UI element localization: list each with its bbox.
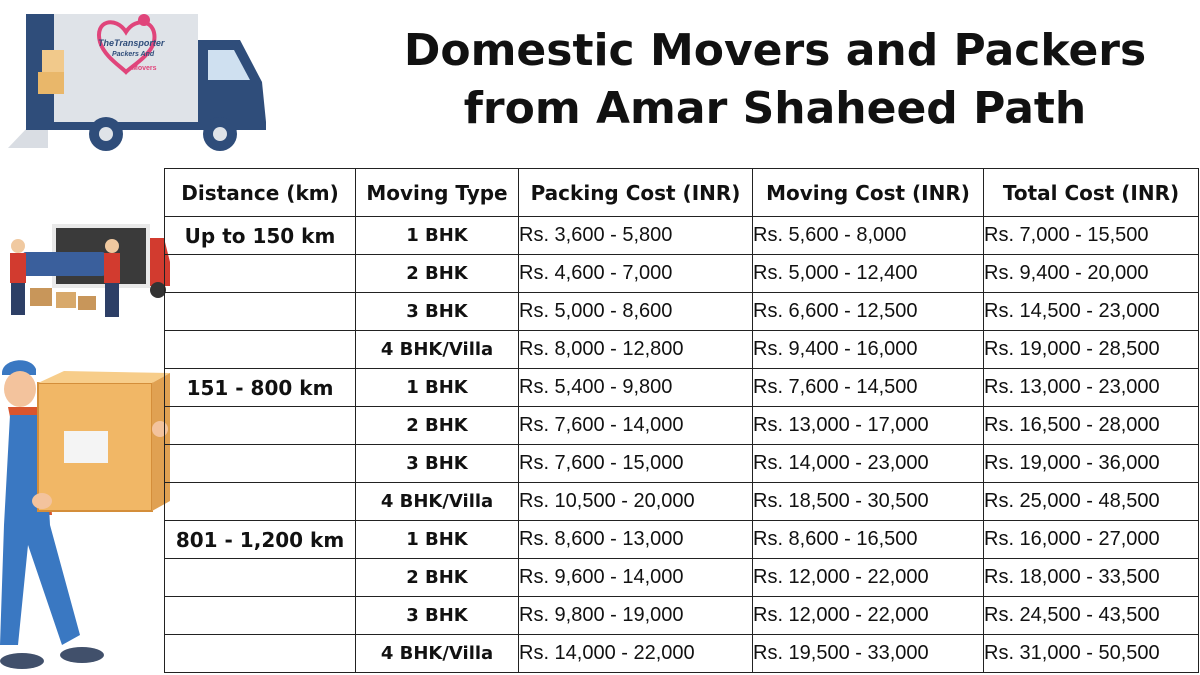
header-moving-type: Moving Type <box>356 169 519 217</box>
moving-type-cell: 4 BHK/Villa <box>356 483 519 521</box>
total-cost-cell: Rs. 31,000 - 50,500 <box>984 635 1199 673</box>
moving-cost-cell: Rs. 13,000 - 17,000 <box>753 407 984 445</box>
box-top-icon <box>38 371 170 383</box>
distance-cell <box>165 445 356 483</box>
packing-cost-cell: Rs. 8,000 - 12,800 <box>519 331 753 369</box>
packing-cost-cell: Rs. 9,600 - 14,000 <box>519 559 753 597</box>
table-row <box>165 483 1199 521</box>
table-row <box>165 369 1199 407</box>
total-cost-cell: Rs. 9,400 - 20,000 <box>984 255 1199 293</box>
moving-cost-cell: Rs. 19,500 - 33,000 <box>753 635 984 673</box>
total-cost-cell: Rs. 18,000 - 33,500 <box>984 559 1199 597</box>
table-row <box>165 331 1199 369</box>
total-cost-cell: Rs. 25,000 - 48,500 <box>984 483 1199 521</box>
table-row <box>165 521 1199 559</box>
box-icon <box>56 292 76 308</box>
moving-type-cell: 4 BHK/Villa <box>356 331 519 369</box>
moving-cost-cell: Rs. 5,600 - 8,000 <box>753 217 984 255</box>
moving-type-cell: 2 BHK <box>356 255 519 293</box>
table-row <box>165 445 1199 483</box>
moving-truck-illustration <box>8 10 270 156</box>
moving-type-cell: 4 BHK/Villa <box>356 635 519 673</box>
total-cost-cell: Rs. 16,500 - 28,000 <box>984 407 1199 445</box>
moving-cost-cell: Rs. 5,000 - 12,400 <box>753 255 984 293</box>
table-row <box>165 597 1199 635</box>
table-row <box>165 559 1199 597</box>
moving-type-cell: 1 BHK <box>356 521 519 559</box>
cargo-box-icon <box>38 72 64 94</box>
header-total-cost: Total Cost (INR) <box>984 169 1199 217</box>
distance-cell <box>165 483 356 521</box>
distance-cell <box>165 255 356 293</box>
moving-cost-cell: Rs. 14,000 - 23,000 <box>753 445 984 483</box>
table-row <box>165 293 1199 331</box>
moving-type-cell: 3 BHK <box>356 293 519 331</box>
moving-type-cell: 1 BHK <box>356 217 519 255</box>
worker-shoe-icon <box>0 653 44 669</box>
logo-sub-text: Packers And <box>112 51 155 58</box>
table-row <box>165 635 1199 673</box>
wheel-hub-icon <box>99 127 113 141</box>
distance-cell <box>165 635 356 673</box>
distance-cell: Up to 150 km <box>165 217 356 255</box>
total-cost-cell: Rs. 19,000 - 36,000 <box>984 445 1199 483</box>
pricing-table <box>164 168 1199 673</box>
sofa-icon <box>22 252 106 276</box>
worker-head-icon <box>11 239 25 253</box>
logo-sub2-text: Movers <box>132 65 157 72</box>
worker-legs-icon <box>11 283 25 315</box>
table-row <box>165 255 1199 293</box>
packing-cost-cell: Rs. 5,400 - 9,800 <box>519 369 753 407</box>
packing-cost-cell: Rs. 5,000 - 8,600 <box>519 293 753 331</box>
worker-body-icon <box>10 253 26 283</box>
moving-type-cell: 2 BHK <box>356 407 519 445</box>
distance-cell <box>165 293 356 331</box>
moving-cost-cell: Rs. 8,600 - 16,500 <box>753 521 984 559</box>
box-icon <box>30 288 52 306</box>
total-cost-cell: Rs. 13,000 - 23,000 <box>984 369 1199 407</box>
worker-carrying-box-illustration <box>0 355 172 675</box>
moving-cost-cell: Rs. 18,500 - 30,500 <box>753 483 984 521</box>
header-moving-cost: Moving Cost (INR) <box>753 169 984 217</box>
packing-cost-cell: Rs. 9,800 - 19,000 <box>519 597 753 635</box>
distance-cell <box>165 559 356 597</box>
distance-cell: 151 - 800 km <box>165 369 356 407</box>
total-cost-cell: Rs. 7,000 - 15,500 <box>984 217 1199 255</box>
total-cost-cell: Rs. 24,500 - 43,500 <box>984 597 1199 635</box>
table-row <box>165 217 1199 255</box>
movers-loading-illustration <box>0 218 172 322</box>
distance-cell <box>165 331 356 369</box>
worker-shoe-icon <box>60 647 104 663</box>
table-header-row <box>165 169 1199 217</box>
logo-brand-text: TheTransporter <box>98 38 165 48</box>
distance-cell <box>165 597 356 635</box>
moving-cost-cell: Rs. 6,600 - 12,500 <box>753 293 984 331</box>
moving-type-cell: 2 BHK <box>356 559 519 597</box>
worker-hand-icon <box>32 493 52 509</box>
packing-cost-cell: Rs. 14,000 - 22,000 <box>519 635 753 673</box>
worker-head-icon <box>105 239 119 253</box>
logo-dot-icon <box>138 14 150 26</box>
moving-type-cell: 3 BHK <box>356 597 519 635</box>
moving-cost-cell: Rs. 7,600 - 14,500 <box>753 369 984 407</box>
packing-cost-cell: Rs. 7,600 - 15,000 <box>519 445 753 483</box>
title-line-1: Domestic Movers and Packers <box>403 25 1147 76</box>
moving-type-cell: 3 BHK <box>356 445 519 483</box>
wheel-hub-icon <box>213 127 227 141</box>
total-cost-cell: Rs. 16,000 - 27,000 <box>984 521 1199 559</box>
moving-cost-cell: Rs. 12,000 - 22,000 <box>753 559 984 597</box>
moving-cost-cell: Rs. 9,400 - 16,000 <box>753 331 984 369</box>
header-distance: Distance (km) <box>165 169 356 217</box>
worker-body-icon <box>104 253 120 283</box>
worker-face-icon <box>4 371 36 407</box>
distance-cell: 801 - 1,200 km <box>165 521 356 559</box>
packing-cost-cell: Rs. 7,600 - 14,000 <box>519 407 753 445</box>
distance-cell <box>165 407 356 445</box>
total-cost-cell: Rs. 19,000 - 28,500 <box>984 331 1199 369</box>
packing-cost-cell: Rs. 10,500 - 20,000 <box>519 483 753 521</box>
packing-cost-cell: Rs. 8,600 - 13,000 <box>519 521 753 559</box>
packing-cost-cell: Rs. 4,600 - 7,000 <box>519 255 753 293</box>
page-title <box>400 22 1150 138</box>
worker-legs-icon <box>105 283 119 317</box>
cargo-box-icon <box>42 50 64 72</box>
total-cost-cell: Rs. 14,500 - 23,000 <box>984 293 1199 331</box>
moving-cost-cell: Rs. 12,000 - 22,000 <box>753 597 984 635</box>
packing-cost-cell: Rs. 3,600 - 5,800 <box>519 217 753 255</box>
box-icon <box>78 296 96 310</box>
header-packing-cost: Packing Cost (INR) <box>519 169 753 217</box>
box-label-icon <box>64 431 108 463</box>
title-line-2: from Amar Shaheed Path <box>463 83 1087 134</box>
moving-type-cell: 1 BHK <box>356 369 519 407</box>
table-row <box>165 407 1199 445</box>
